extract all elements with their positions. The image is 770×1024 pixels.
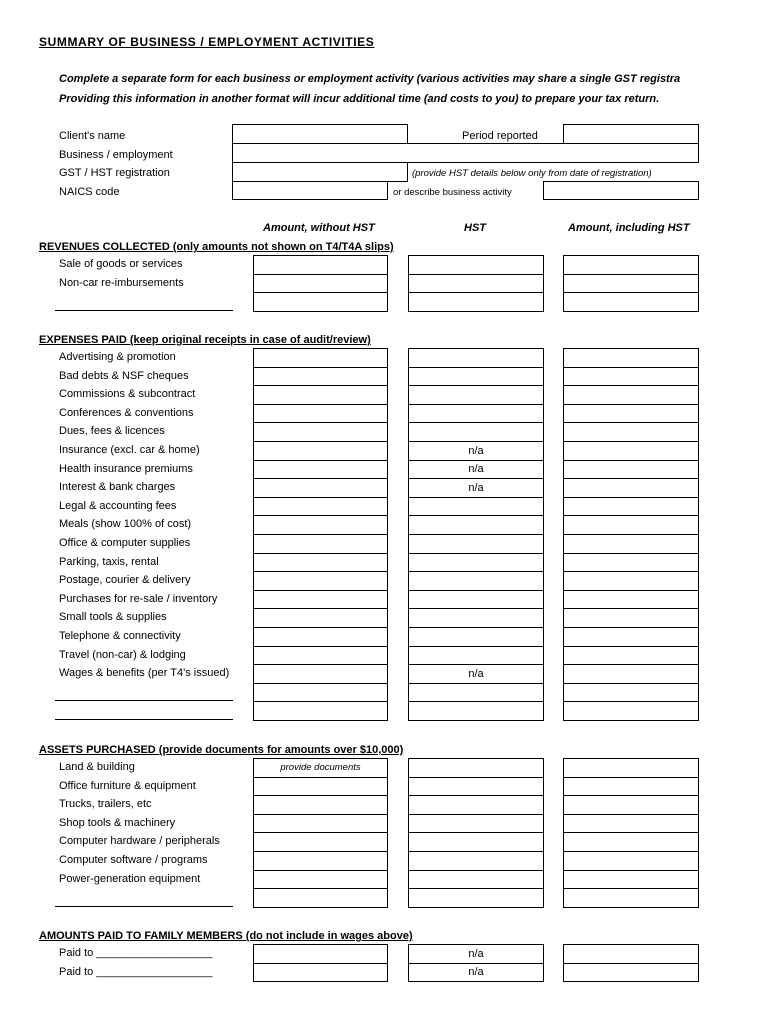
assets-amount-without-hst-cell[interactable] xyxy=(253,777,388,797)
assets-row-label: Computer hardware / peripherals xyxy=(59,835,220,848)
assets-amount-without-hst-cell[interactable] xyxy=(253,888,388,908)
assets-amount-including-hst-cell[interactable] xyxy=(563,851,699,871)
expenses-hst-cell[interactable]: n/a xyxy=(408,460,544,480)
expenses-row-label: Meals (show 100% of cost) xyxy=(59,518,192,531)
period-reported-label: Period reported xyxy=(462,130,538,142)
expenses-amount-without-hst-cell[interactable] xyxy=(253,385,388,405)
naics-label: NAICS code xyxy=(59,186,120,198)
expenses-amount-without-hst-cell[interactable] xyxy=(253,422,388,442)
expenses-amount-including-hst-cell[interactable] xyxy=(563,385,699,405)
expenses-amount-without-hst-cell[interactable] xyxy=(253,515,388,535)
assets-hst-cell[interactable] xyxy=(408,795,544,815)
assets-amount-without-hst-cell[interactable] xyxy=(253,851,388,871)
assets-heading: ASSETS PURCHASED (provide documents for amounts over $10,000) xyxy=(39,744,404,756)
family-amount-without-hst-cell[interactable] xyxy=(253,944,388,964)
revenues-row-label: Non-car re-imbursements xyxy=(59,276,184,289)
expenses-row-label: Dues, fees & licences xyxy=(59,425,165,438)
gst-label: GST / HST registration xyxy=(59,167,170,179)
expenses-amount-without-hst-cell[interactable] xyxy=(253,608,388,628)
expenses-hst-cell[interactable] xyxy=(408,497,544,517)
col-amount-including-hst: Amount, including HST xyxy=(568,222,690,234)
expenses-amount-including-hst-cell[interactable] xyxy=(563,664,699,684)
page-title: SUMMARY OF BUSINESS / EMPLOYMENT ACTIVITIES xyxy=(39,35,375,49)
assets-hst-cell[interactable] xyxy=(408,814,544,834)
expenses-amount-including-hst-cell[interactable] xyxy=(563,404,699,424)
revenues-blank-label-line[interactable] xyxy=(55,310,233,311)
expenses-amount-without-hst-cell[interactable] xyxy=(253,646,388,666)
assets-row-label: Land & building xyxy=(59,761,135,773)
expenses-amount-without-hst-cell[interactable] xyxy=(253,553,388,573)
expenses-hst-cell[interactable]: n/a xyxy=(408,664,544,684)
assets-amount-including-hst-cell[interactable] xyxy=(563,777,699,797)
expenses-hst-cell[interactable] xyxy=(408,608,544,628)
revenues-amount-without-hst-cell[interactable] xyxy=(253,255,388,275)
expenses-hst-cell[interactable] xyxy=(408,590,544,610)
expenses-amount-without-hst-cell[interactable] xyxy=(253,627,388,647)
expenses-row-label: Legal & accounting fees xyxy=(59,499,177,512)
gst-field[interactable] xyxy=(232,162,408,182)
expenses-row-label: Bad debts & NSF cheques xyxy=(59,369,189,382)
assets-amount-including-hst-cell[interactable] xyxy=(563,832,699,852)
assets-row-label: Computer software / programs xyxy=(59,854,208,866)
expenses-amount-including-hst-cell[interactable] xyxy=(563,627,699,647)
expenses-row-label: Commissions & subcontract xyxy=(59,388,196,401)
expenses-amount-including-hst-cell[interactable] xyxy=(563,590,699,610)
assets-row-label: Trucks, trailers, etc xyxy=(59,798,152,811)
expenses-row-label: Interest & bank charges xyxy=(59,481,176,494)
assets-amount-including-hst-cell[interactable] xyxy=(563,888,699,908)
expenses-hst-cell[interactable] xyxy=(408,422,544,442)
revenues-hst-cell[interactable] xyxy=(408,274,544,294)
expenses-amount-without-hst-cell[interactable] xyxy=(253,683,388,703)
expenses-hst-cell[interactable] xyxy=(408,646,544,666)
expenses-amount-without-hst-cell[interactable] xyxy=(253,478,388,498)
expenses-row-label: Postage, courier & delivery xyxy=(59,574,191,587)
expenses-hst-cell[interactable] xyxy=(408,348,544,368)
expenses-hst-cell[interactable] xyxy=(408,571,544,591)
family-row-label: Paid to ___________________ xyxy=(59,947,213,959)
family-amount-including-hst-cell[interactable] xyxy=(563,944,699,964)
assets-amount-including-hst-cell[interactable] xyxy=(563,795,699,815)
expenses-hst-cell[interactable] xyxy=(408,553,544,573)
expenses-row-label: Conferences & conventions xyxy=(59,406,194,419)
expenses-hst-cell[interactable] xyxy=(408,385,544,405)
expenses-amount-including-hst-cell[interactable] xyxy=(563,348,699,368)
expenses-row-label: Travel (non-car) & lodging xyxy=(59,648,186,661)
activity-field[interactable] xyxy=(543,181,699,200)
revenues-amount-including-hst-cell[interactable] xyxy=(563,292,699,312)
business-label: Business / employment xyxy=(59,149,173,161)
expenses-row-label: Small tools & supplies xyxy=(59,611,167,624)
assets-amount-including-hst-cell[interactable] xyxy=(563,814,699,834)
assets-amount-without-hst-cell[interactable] xyxy=(253,870,388,890)
period-reported-field[interactable] xyxy=(563,124,699,145)
family-row-label: Paid to ___________________ xyxy=(59,965,213,978)
assets-hst-cell[interactable] xyxy=(408,851,544,871)
family-amount-without-hst-cell[interactable] xyxy=(253,963,388,983)
revenues-hst-cell[interactable] xyxy=(408,292,544,312)
expenses-hst-cell[interactable] xyxy=(408,515,544,535)
expenses-amount-including-hst-cell[interactable] xyxy=(563,683,699,703)
expenses-blank-label-line[interactable] xyxy=(55,719,233,720)
expenses-amount-including-hst-cell[interactable] xyxy=(563,422,699,442)
assets-blank-label-line[interactable] xyxy=(55,906,233,907)
gst-note: (provide HST details below only from date of registration) xyxy=(412,168,652,179)
expenses-amount-including-hst-cell[interactable] xyxy=(563,367,699,387)
family-heading: AMOUNTS PAID TO FAMILY MEMBERS (do not include in wages above) xyxy=(39,930,413,942)
expenses-amount-including-hst-cell[interactable] xyxy=(563,441,699,461)
expenses-amount-without-hst-cell[interactable] xyxy=(253,590,388,610)
revenues-amount-without-hst-cell[interactable] xyxy=(253,292,388,312)
expenses-amount-without-hst-cell[interactable] xyxy=(253,497,388,517)
business-field[interactable] xyxy=(232,143,699,163)
expenses-amount-without-hst-cell[interactable] xyxy=(253,367,388,387)
naics-field[interactable] xyxy=(232,181,388,200)
expenses-amount-including-hst-cell[interactable] xyxy=(563,646,699,666)
assets-hst-cell[interactable] xyxy=(408,758,544,778)
assets-hst-cell[interactable] xyxy=(408,832,544,852)
expenses-hst-cell[interactable] xyxy=(408,534,544,554)
revenues-hst-cell[interactable] xyxy=(408,255,544,275)
family-hst-cell[interactable]: n/a xyxy=(408,944,544,964)
expenses-amount-without-hst-cell[interactable] xyxy=(253,348,388,368)
expenses-amount-without-hst-cell[interactable] xyxy=(253,534,388,554)
assets-hst-cell[interactable] xyxy=(408,888,544,908)
expenses-amount-including-hst-cell[interactable] xyxy=(563,497,699,517)
assets-amount-without-hst-cell[interactable] xyxy=(253,814,388,834)
assets-amount-without-hst-cell[interactable]: provide documents xyxy=(253,758,388,778)
assets-row-label: Office furniture & equipment xyxy=(59,779,196,792)
expenses-row-label: Purchases for re-sale / inventory xyxy=(59,592,218,605)
expenses-hst-cell[interactable] xyxy=(408,404,544,424)
expenses-amount-without-hst-cell[interactable] xyxy=(253,460,388,480)
expenses-amount-including-hst-cell[interactable] xyxy=(563,478,699,498)
revenues-row-label: Sale of goods or services xyxy=(59,258,183,270)
expenses-row-label: Health insurance premiums xyxy=(59,462,193,475)
expenses-amount-including-hst-cell[interactable] xyxy=(563,515,699,535)
revenues-heading: REVENUES COLLECTED (only amounts not shown on T4/T4A slips) xyxy=(39,241,394,253)
expenses-amount-including-hst-cell[interactable] xyxy=(563,553,699,573)
expenses-amount-without-hst-cell[interactable] xyxy=(253,404,388,424)
expenses-hst-cell[interactable] xyxy=(408,683,544,703)
assets-amount-without-hst-cell[interactable] xyxy=(253,832,388,852)
expenses-amount-without-hst-cell[interactable] xyxy=(253,571,388,591)
expenses-amount-including-hst-cell[interactable] xyxy=(563,534,699,554)
revenues-amount-without-hst-cell[interactable] xyxy=(253,274,388,294)
expenses-amount-without-hst-cell[interactable] xyxy=(253,701,388,721)
assets-hst-cell[interactable] xyxy=(408,870,544,890)
instruction-line-2: Providing this information in another format will incur additional time (and costs to you) to prepare your tax return. xyxy=(59,93,660,105)
expenses-row-label: Wages & benefits (per T4's issued) xyxy=(59,667,230,680)
expenses-amount-including-hst-cell[interactable] xyxy=(563,571,699,591)
expenses-row-label: Office & computer supplies xyxy=(59,537,191,549)
expenses-hst-cell[interactable] xyxy=(408,701,544,721)
expenses-hst-cell[interactable] xyxy=(408,627,544,647)
instruction-line-1: Complete a separate form for each business or employment activity (various activities may share a single GST registra xyxy=(59,73,681,85)
client-name-field[interactable] xyxy=(232,124,408,145)
col-amount-without-hst: Amount, without HST xyxy=(263,222,375,234)
revenues-amount-including-hst-cell[interactable] xyxy=(563,255,699,275)
expenses-hst-cell[interactable]: n/a xyxy=(408,478,544,498)
naics-note: or describe business activity xyxy=(393,187,512,198)
revenues-amount-including-hst-cell[interactable] xyxy=(563,274,699,294)
assets-hst-cell[interactable] xyxy=(408,777,544,797)
col-hst: HST xyxy=(464,222,486,234)
expenses-row-label: Insurance (excl. car & home) xyxy=(59,444,200,456)
client-name-label: Client's name xyxy=(59,130,126,142)
expenses-row-label: Advertising & promotion xyxy=(59,351,176,363)
expenses-heading: EXPENSES PAID (keep original receipts in case of audit/review) xyxy=(39,334,371,346)
expenses-hst-cell[interactable] xyxy=(408,367,544,387)
expenses-amount-including-hst-cell[interactable] xyxy=(563,701,699,721)
expenses-amount-without-hst-cell[interactable] xyxy=(253,664,388,684)
assets-row-label: Power-generation equipment xyxy=(59,872,201,885)
family-amount-including-hst-cell[interactable] xyxy=(563,963,699,983)
expenses-amount-including-hst-cell[interactable] xyxy=(563,608,699,628)
assets-amount-including-hst-cell[interactable] xyxy=(563,870,699,890)
expenses-amount-without-hst-cell[interactable] xyxy=(253,441,388,461)
expenses-hst-cell[interactable]: n/a xyxy=(408,441,544,461)
expenses-row-label: Parking, taxis, rental xyxy=(59,555,159,568)
expenses-blank-label-line[interactable] xyxy=(55,700,233,701)
family-hst-cell[interactable]: n/a xyxy=(408,963,544,983)
expenses-row-label: Telephone & connectivity xyxy=(59,630,181,642)
assets-amount-including-hst-cell[interactable] xyxy=(563,758,699,778)
expenses-amount-including-hst-cell[interactable] xyxy=(563,460,699,480)
assets-row-label: Shop tools & machinery xyxy=(59,816,176,829)
assets-amount-without-hst-cell[interactable] xyxy=(253,795,388,815)
